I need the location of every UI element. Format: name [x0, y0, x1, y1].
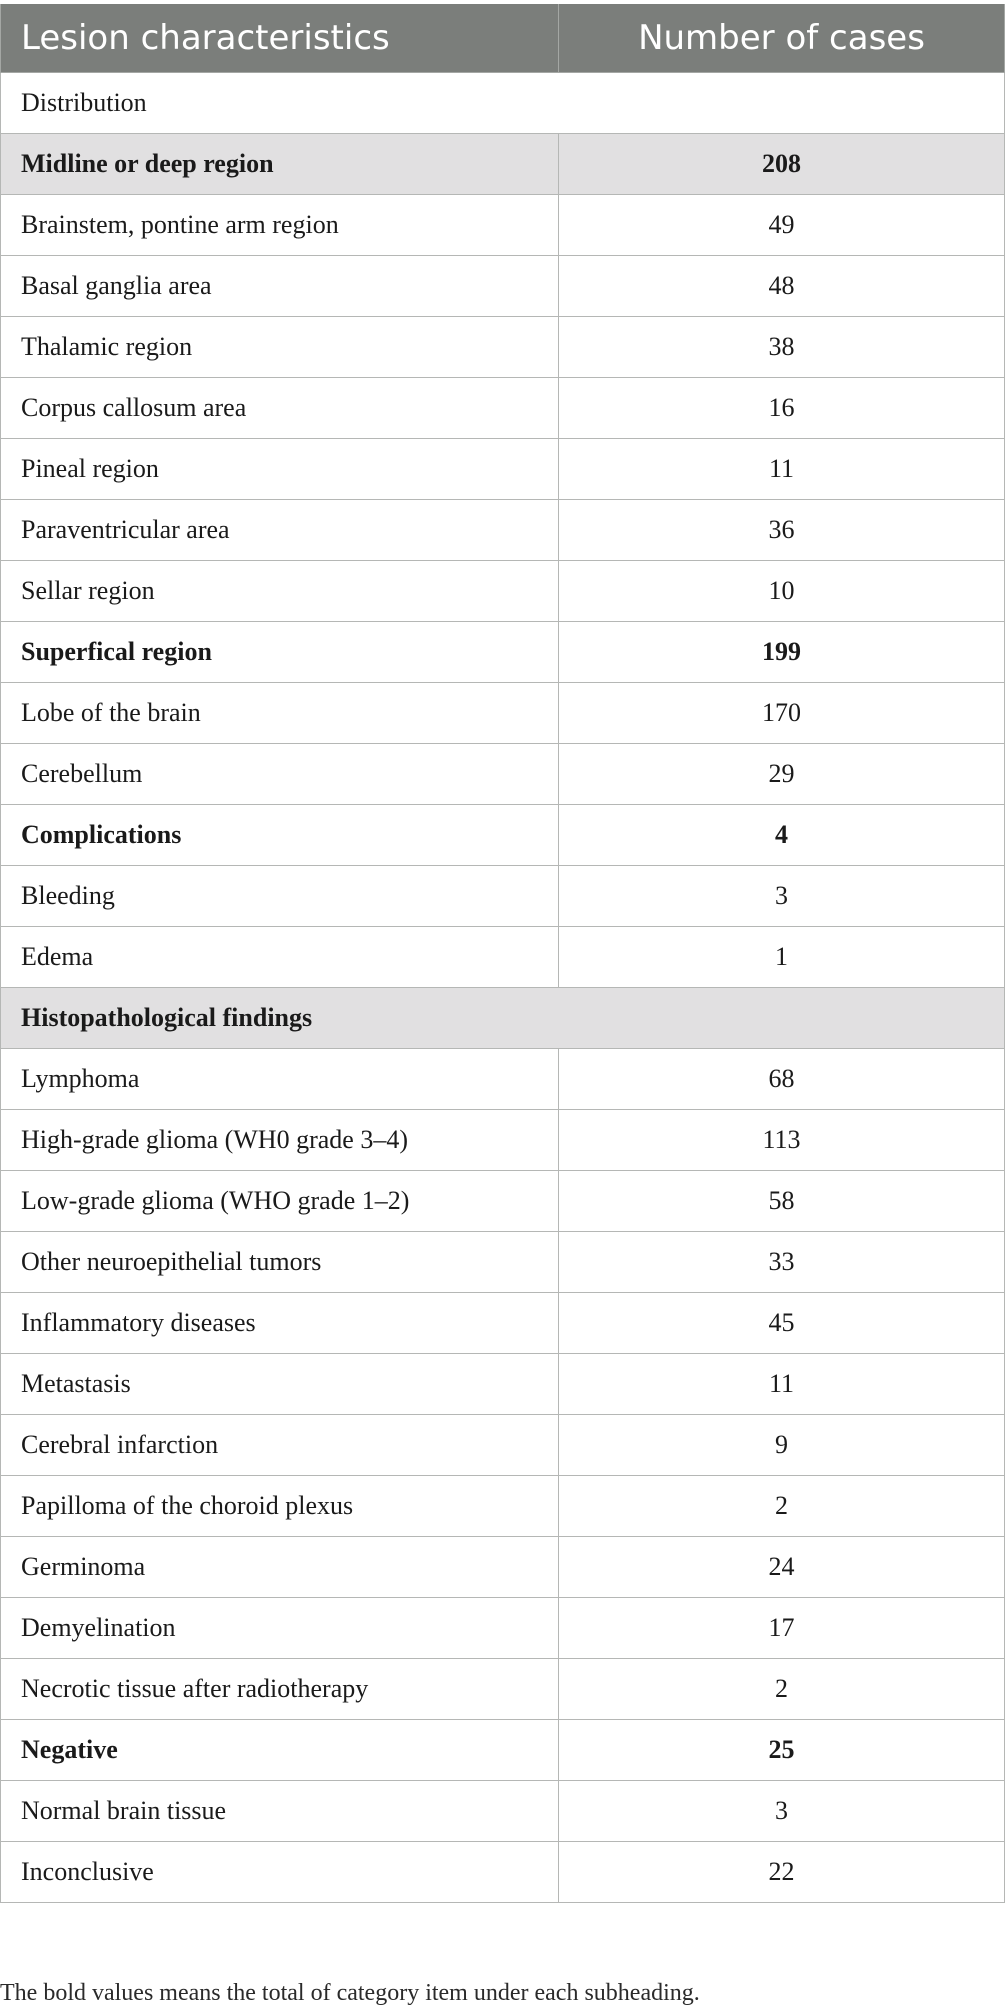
row-label: Lymphoma	[1, 1049, 559, 1110]
table-row	[1, 1842, 1005, 1903]
row-label: Basal ganglia area	[1, 256, 559, 317]
table-row	[1, 195, 1005, 256]
row-value: 22	[559, 1842, 1005, 1903]
row-label: Metastasis	[1, 1354, 559, 1415]
section-label: Distribution	[1, 73, 1005, 134]
row-label: Negative	[1, 1720, 559, 1781]
table-row	[1, 317, 1005, 378]
header-row	[1, 4, 1005, 73]
row-value: 33	[559, 1232, 1005, 1293]
row-value: 49	[559, 195, 1005, 256]
row-label: Midline or deep region	[1, 134, 559, 195]
row-value: 2	[559, 1659, 1005, 1720]
row-value: 9	[559, 1415, 1005, 1476]
row-value: 68	[559, 1049, 1005, 1110]
table-row	[1, 1232, 1005, 1293]
table-row	[1, 1293, 1005, 1354]
row-value: 11	[559, 439, 1005, 500]
row-label: Papilloma of the choroid plexus	[1, 1476, 559, 1537]
row-value: 29	[559, 744, 1005, 805]
table-row	[1, 1781, 1005, 1842]
section-heading-histopathology	[1, 988, 1005, 1049]
table-row-subtotal	[1, 622, 1005, 683]
table-row	[1, 1598, 1005, 1659]
row-value: 170	[559, 683, 1005, 744]
row-label: Necrotic tissue after radiotherapy	[1, 1659, 559, 1720]
row-value: 36	[559, 500, 1005, 561]
column-header-lesion-characteristics: Lesion characteristics	[1, 4, 559, 73]
row-value: 1	[559, 927, 1005, 988]
row-value: 48	[559, 256, 1005, 317]
table-row	[1, 1110, 1005, 1171]
row-label: Complications	[1, 805, 559, 866]
table-row	[1, 378, 1005, 439]
row-label: Cerebellum	[1, 744, 559, 805]
row-label: Low-grade glioma (WHO grade 1–2)	[1, 1171, 559, 1232]
table-row	[1, 1537, 1005, 1598]
row-value: 10	[559, 561, 1005, 622]
table-row	[1, 1049, 1005, 1110]
row-value: 11	[559, 1354, 1005, 1415]
table-row	[1, 1659, 1005, 1720]
row-label: Edema	[1, 927, 559, 988]
row-value: 17	[559, 1598, 1005, 1659]
row-label: Other neuroepithelial tumors	[1, 1232, 559, 1293]
row-value: 199	[559, 622, 1005, 683]
table-row	[1, 1476, 1005, 1537]
section-heading-distribution	[1, 73, 1005, 134]
row-label: Normal brain tissue	[1, 1781, 559, 1842]
table-row	[1, 500, 1005, 561]
table-footnote: The bold values means the total of category item under each subheading.	[0, 1980, 700, 2006]
row-label: Germinoma	[1, 1537, 559, 1598]
table-row-subtotal	[1, 134, 1005, 195]
row-label: Inflammatory diseases	[1, 1293, 559, 1354]
row-value: 38	[559, 317, 1005, 378]
table-row-subtotal	[1, 805, 1005, 866]
row-value: 208	[559, 134, 1005, 195]
row-label: Lobe of the brain	[1, 683, 559, 744]
lesion-table-container	[0, 4, 1004, 1903]
table-row	[1, 561, 1005, 622]
row-value: 4	[559, 805, 1005, 866]
table-row	[1, 1415, 1005, 1476]
column-header-number-of-cases: Number of cases	[559, 4, 1005, 73]
row-value: 24	[559, 1537, 1005, 1598]
row-value: 3	[559, 866, 1005, 927]
row-label: Inconclusive	[1, 1842, 559, 1903]
row-value: 45	[559, 1293, 1005, 1354]
table-row	[1, 439, 1005, 500]
table-row	[1, 683, 1005, 744]
table-row	[1, 256, 1005, 317]
lesion-characteristics-table	[0, 4, 1005, 1903]
section-label: Histopathological findings	[1, 988, 1005, 1049]
row-value: 2	[559, 1476, 1005, 1537]
row-label: Sellar region	[1, 561, 559, 622]
table-row	[1, 1354, 1005, 1415]
row-label: Corpus callosum area	[1, 378, 559, 439]
row-value: 58	[559, 1171, 1005, 1232]
row-label: Brainstem, pontine arm region	[1, 195, 559, 256]
row-label: Demyelination	[1, 1598, 559, 1659]
row-label: Cerebral infarction	[1, 1415, 559, 1476]
row-value: 25	[559, 1720, 1005, 1781]
table-row	[1, 744, 1005, 805]
table-row	[1, 1171, 1005, 1232]
row-label: Thalamic region	[1, 317, 559, 378]
table-row-subtotal	[1, 1720, 1005, 1781]
row-label: Paraventricular area	[1, 500, 559, 561]
table-body	[1, 73, 1005, 1903]
table-row	[1, 927, 1005, 988]
table-header	[1, 4, 1005, 73]
row-label: Pineal region	[1, 439, 559, 500]
row-label: Bleeding	[1, 866, 559, 927]
row-value: 16	[559, 378, 1005, 439]
row-value: 3	[559, 1781, 1005, 1842]
row-label: High-grade glioma (WH0 grade 3–4)	[1, 1110, 559, 1171]
row-value: 113	[559, 1110, 1005, 1171]
table-row	[1, 866, 1005, 927]
row-label: Superfical region	[1, 622, 559, 683]
